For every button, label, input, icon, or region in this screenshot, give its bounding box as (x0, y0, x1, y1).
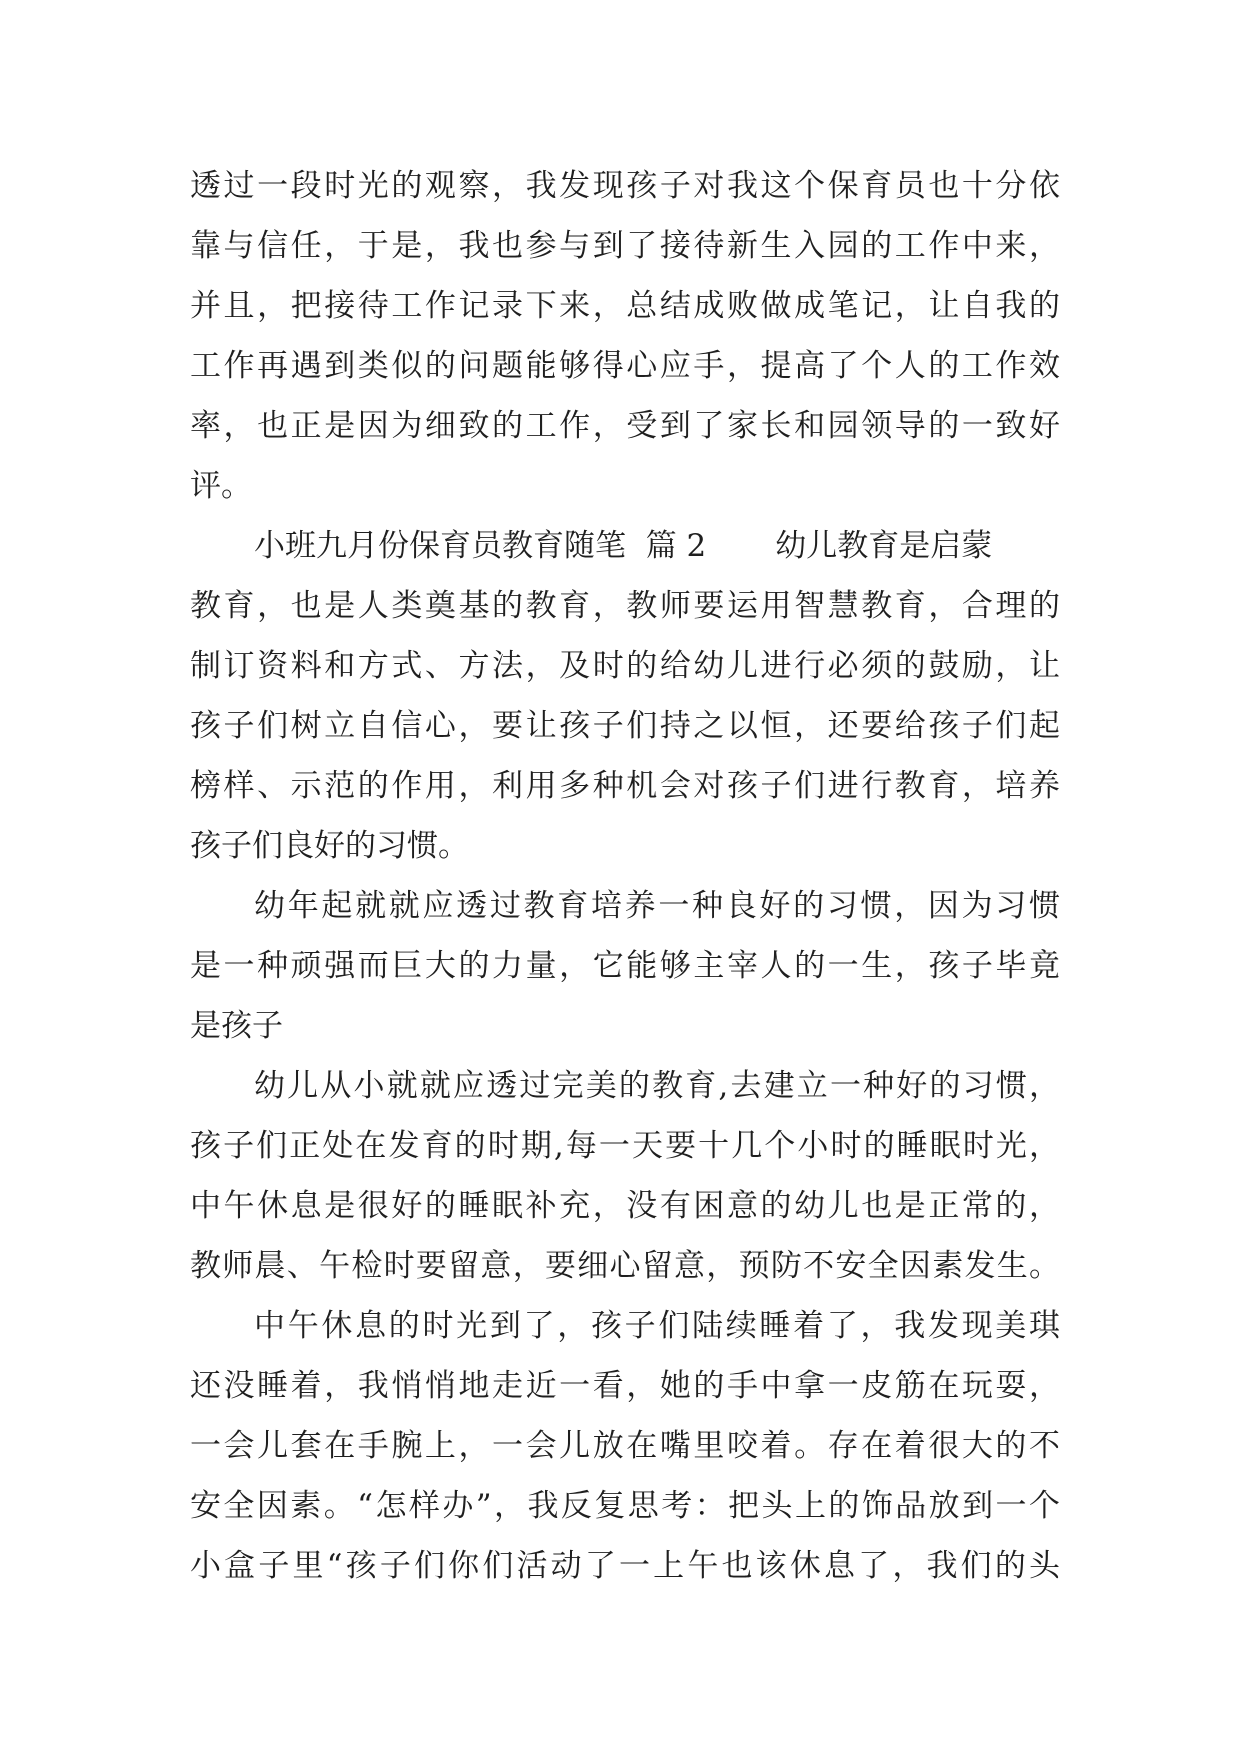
text-line: 并且，把接待工作记录下来，总结成败做成笔记，让自我的 (190, 288, 1060, 324)
text-line: 评。 (190, 468, 252, 504)
text-line: 率，也正是因为细致的工作，受到了家长和园领导的一致好 (190, 408, 1060, 444)
text-line: 孩子们良好的习惯。 (190, 828, 469, 864)
text-line: 安全因素。“怎样办”，我反复思考：把头上的饰品放到一个 (190, 1488, 1060, 1524)
text-line: 榜样、示范的作用，利用多种机会对孩子们进行教育，培养 (190, 768, 1060, 804)
text-line: 一会儿套在手腕上，一会儿放在嘴里咬着。存在着很大的不 (190, 1428, 1060, 1464)
text-line: 制订资料和方式、方法，及时的给幼儿进行必须的鼓励，让 (190, 648, 1060, 684)
section-heading-line: 小班九月份保育员教育随笔 篇 2 幼儿教育是启蒙 (254, 528, 993, 564)
text-line: 幼儿从小就就应透过完美的教育,去建立一种好的习惯， (254, 1068, 1060, 1104)
text-line: 是孩子 (190, 1008, 283, 1044)
text-line: 还没睡着，我悄悄地走近一看，她的手中拿一皮筋在玩耍， (190, 1368, 1060, 1404)
text-line: 工作再遇到类似的问题能够得心应手，提高了个人的工作效 (190, 348, 1060, 384)
text-line: 孩子们树立自信心，要让孩子们持之以恒，还要给孩子们起 (190, 708, 1060, 744)
text-line: 中午休息是很好的睡眠补充，没有困意的幼儿也是正常的， (190, 1188, 1060, 1224)
text-line: 中午休息的时光到了，孩子们陆续睡着了，我发现美琪 (254, 1308, 1060, 1344)
text-line: 靠与信任，于是，我也参与到了接待新生入园的工作中来， (190, 228, 1060, 264)
text-line: 孩子们正处在发育的时期,每一天要十几个小时的睡眠时光， (190, 1128, 1060, 1164)
text-line: 是一种顽强而巨大的力量，它能够主宰人的一生，孩子毕竟 (190, 948, 1060, 984)
text-line: 幼年起就就应透过教育培养一种良好的习惯，因为习惯 (254, 888, 1060, 924)
text-line: 透过一段时光的观察，我发现孩子对我这个保育员也十分依 (190, 168, 1060, 204)
text-line: 教师晨、午检时要留意，要细心留意，预防不安全因素发生。 (190, 1248, 1060, 1284)
text-line: 小盒子里“孩子们你们活动了一上午也该休息了，我们的头 (190, 1548, 1060, 1584)
text-line: 教育，也是人类奠基的教育，教师要运用智慧教育，合理的 (190, 588, 1060, 624)
